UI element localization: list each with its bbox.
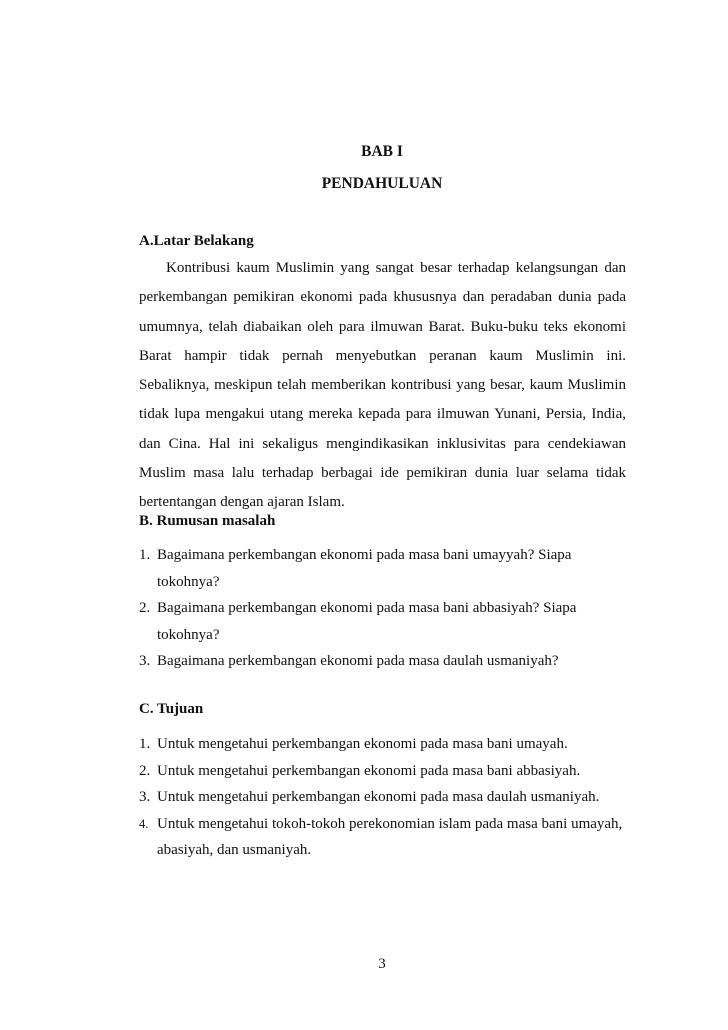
chapter-label: BAB I — [361, 143, 403, 160]
list-item-number: 1. — [139, 547, 151, 563]
page-number: 3 — [378, 956, 386, 972]
list-item — [139, 758, 639, 785]
problems-list — [139, 542, 639, 675]
list-item-text: Bagaimana perkembangan ekonomi pada masa bani umayyah? Siapa — [157, 547, 572, 563]
list-item-text: Untuk mengetahui tokoh-tokoh perekonomian islam pada masa bani umayah, — [157, 815, 623, 832]
list-item — [139, 542, 639, 595]
list-item-text: Bagaimana perkembangan ekonomi pada masa daulah usmaniyah? — [157, 653, 559, 669]
list-item-text: Bagaimana perkembangan ekonomi pada masa bani abbasiyah? Siapa — [157, 600, 577, 616]
section-heading-problems: B. Rumusan masalah — [139, 513, 276, 529]
list-item-text-continued: tokohnya? — [157, 573, 220, 590]
list-item-text: Untuk mengetahui perkembangan ekonomi pada masa bani abbasiyah. — [157, 762, 581, 779]
list-item — [139, 731, 639, 758]
list-item — [139, 595, 639, 648]
list-item-text-continued: abasiyah, dan usmaniyah. — [157, 842, 312, 858]
list-item-text: Untuk mengetahui perkembangan ekonomi pada masa bani umayah. — [157, 736, 568, 752]
section-heading-goals: C. Tujuan — [139, 701, 204, 717]
list-item-number: 3. — [139, 653, 151, 669]
background-paragraph — [139, 254, 626, 518]
list-item-text-continued: tokohnya? — [157, 626, 220, 643]
goals-list — [139, 731, 639, 864]
list-item — [139, 648, 639, 675]
list-item-number: 2. — [139, 762, 151, 779]
list-item-number: 4. — [139, 816, 149, 831]
list-item-number: 3. — [139, 789, 151, 805]
list-item-number: 1. — [139, 736, 151, 752]
section-heading-background: A.Latar Belakang — [139, 233, 254, 249]
list-item-number: 2. — [139, 600, 151, 616]
list-item — [139, 784, 639, 811]
list-item-text: Untuk mengetahui perkembangan ekonomi pada masa daulah usmaniyah. — [157, 789, 600, 805]
background-paragraph-text: Kontribusi kaum Muslimin yang sangat besar terhadap kelangsungan dan perkembangan pemikiran ekonomi pada khususnya dan peradaban dunia pada umumnya, telah diabaikan oleh para ilmuwan Barat. Buku-buku teks ekonomi Barat hampir tidak pernah menyebutkan peranan kaum Muslimin ini. Sebaliknya, meskipun telah memberikan kontribusi yang besar, kaum Muslimin tidak lupa mengakui utang mereka kepada para ilmuwan Yunani, Persia, India, dan Cina. Hal ini sekaligus mengindikasikan inklusivitas para cendekiawan Muslim masa lalu terhadap berbagai ide pemikiran dunia luar selama tidak bertentangan dengan ajaran Islam. — [139, 260, 626, 511]
list-item — [139, 811, 639, 864]
chapter-title: PENDAHULUAN — [321, 175, 443, 192]
